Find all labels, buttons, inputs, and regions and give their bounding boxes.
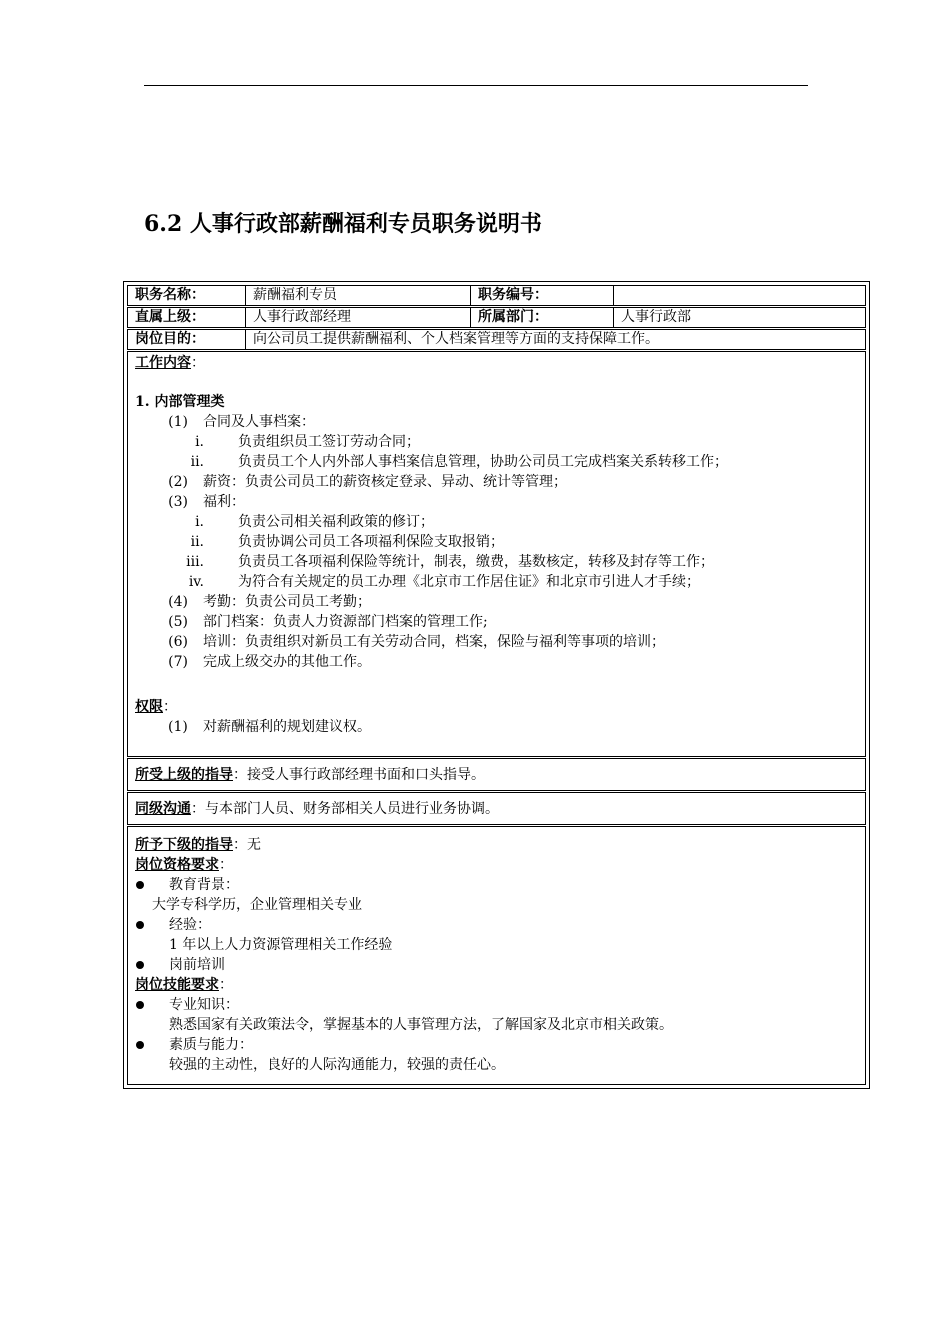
guidance-received-text: ：接受人事行政部经理书面和口头指导。 — [233, 767, 485, 783]
peer-communication-section — [127, 792, 866, 825]
work-item-num: (4) — [168, 594, 188, 610]
requirements-section — [127, 826, 866, 1085]
work-item-text: 合同及人事档案： — [203, 414, 315, 430]
qualification-label: 岗位资格要求 — [135, 857, 219, 873]
qualification-heading — [135, 855, 233, 875]
authority-item-text: 对薪酬福利的规划建议权。 — [203, 719, 371, 735]
work-item-num: ii. — [190, 534, 204, 550]
purpose-label: 岗位目的： — [128, 330, 246, 349]
authority-heading — [135, 697, 177, 717]
authority-item-num: (1) — [168, 719, 188, 735]
authority-label: 权限 — [135, 699, 163, 715]
work-item-text: 培训：负责组织对新员工有关劳动合同，档案，保险与福利等事项的培训； — [203, 634, 665, 650]
work-item-text: 负责员工各项福利保险等统计，制表，缴费，基数核定，转移及封存等工作； — [238, 554, 714, 570]
bullet-icon — [136, 961, 144, 969]
subordinate-text: ：无 — [233, 837, 261, 853]
work-item-text: 负责员工个人内外部人事档案信息管理，协助公司员工完成档案关系转移工作； — [238, 454, 728, 470]
job-description-table — [123, 281, 870, 1089]
dept-value: 人事行政部 — [621, 309, 691, 325]
qualification-colon: ： — [219, 857, 233, 873]
peer-communication-line — [135, 799, 499, 819]
dept-label: 所属部门： — [471, 308, 614, 327]
work-item-num: (5) — [168, 614, 188, 630]
bullet-icon — [136, 881, 144, 889]
experience-label: 经验： — [169, 917, 211, 933]
work-item-text: 为符合有关规定的员工办理《北京市工作居住证》和北京市引进人才手续； — [238, 574, 700, 590]
superior-value: 人事行政部经理 — [246, 308, 471, 327]
skill-colon: ： — [219, 977, 233, 993]
work-item-text: 完成上级交办的其他工作。 — [203, 654, 371, 670]
work-item-num: iv. — [188, 574, 204, 590]
job-code-label: 职务编号： — [471, 286, 614, 305]
work-item-num: (7) — [168, 654, 188, 670]
education-value: 大学专科学历，企业管理相关专业 — [152, 897, 362, 913]
bullet-icon — [136, 1041, 144, 1049]
pre-job-training: 岗前培训 — [169, 957, 225, 973]
skill-heading — [135, 975, 233, 995]
work-content-colon: ： — [191, 355, 205, 371]
bullet-icon — [136, 921, 144, 929]
ability-value: 较强的主动性，良好的人际沟通能力，较强的责任心。 — [169, 1057, 505, 1073]
job-name-value: 薪酬福利专员 — [246, 286, 471, 305]
work-item-text: 考勤：负责公司员工考勤； — [203, 594, 371, 610]
job-name-label: 职务名称： — [128, 286, 246, 305]
work-item-text: 负责组织员工签订劳动合同； — [238, 434, 420, 450]
guidance-received-section — [127, 758, 866, 791]
work-item-num: (1) — [168, 414, 188, 430]
header-rule — [144, 85, 808, 86]
subordinate-line — [135, 835, 261, 855]
superior-label: 直属上级： — [128, 308, 246, 327]
work-item-num: (6) — [168, 634, 188, 650]
work-item-num: (2) — [168, 474, 188, 490]
work-content-label: 工作内容 — [135, 355, 191, 371]
knowledge-label: 专业知识： — [169, 997, 239, 1013]
work-item-text: 负责公司相关福利政策的修订； — [238, 514, 434, 530]
page-title: 6.2 人事行政部薪酬福利专员职务说明书 — [144, 211, 542, 237]
skill-label: 岗位技能要求 — [135, 977, 219, 993]
job-code-value — [614, 286, 865, 305]
work-item-text: 薪资：负责公司员工的薪资核定登录、异动、统计等管理； — [203, 474, 567, 490]
knowledge-value: 熟悉国家有关政策法令，掌握基本的人事管理方法，了解国家及北京市相关政策。 — [169, 1017, 673, 1033]
work-item-num: (3) — [168, 494, 188, 510]
work-item-num: i. — [195, 434, 204, 450]
row-purpose — [127, 329, 866, 350]
work-item-text: 福利： — [203, 494, 245, 510]
work-content-heading — [135, 353, 205, 373]
education-label: 教育背景： — [169, 877, 239, 893]
work-item-num: ii. — [190, 454, 204, 470]
experience-value: 1 年以上人力资源管理相关工作经验 — [169, 937, 393, 953]
guidance-received-line — [135, 765, 485, 785]
row-job-name — [127, 285, 866, 306]
guidance-received-label: 所受上级的指导 — [135, 767, 233, 783]
section-internal-management: 1. 内部管理类 — [135, 394, 225, 410]
bullet-icon — [136, 1001, 144, 1009]
work-item-text: 部门档案：负责人力资源部门档案的管理工作; — [203, 614, 488, 630]
work-item-num: i. — [195, 514, 204, 530]
row-superior — [127, 307, 866, 328]
work-content-section — [127, 351, 866, 757]
work-item-text: 负责协调公司员工各项福利保险支取报销； — [238, 534, 504, 550]
peer-communication-label: 同级沟通 — [135, 801, 191, 817]
subordinate-label: 所予下级的指导 — [135, 837, 233, 853]
authority-colon: ： — [163, 699, 177, 715]
peer-communication-text: ：与本部门人员、财务部相关人员进行业务协调。 — [191, 801, 499, 817]
work-item-num: iii. — [186, 554, 204, 570]
purpose-value: 向公司员工提供薪酬福利、个人档案管理等方面的支持保障工作。 — [253, 331, 659, 347]
ability-label: 素质与能力： — [169, 1037, 253, 1053]
